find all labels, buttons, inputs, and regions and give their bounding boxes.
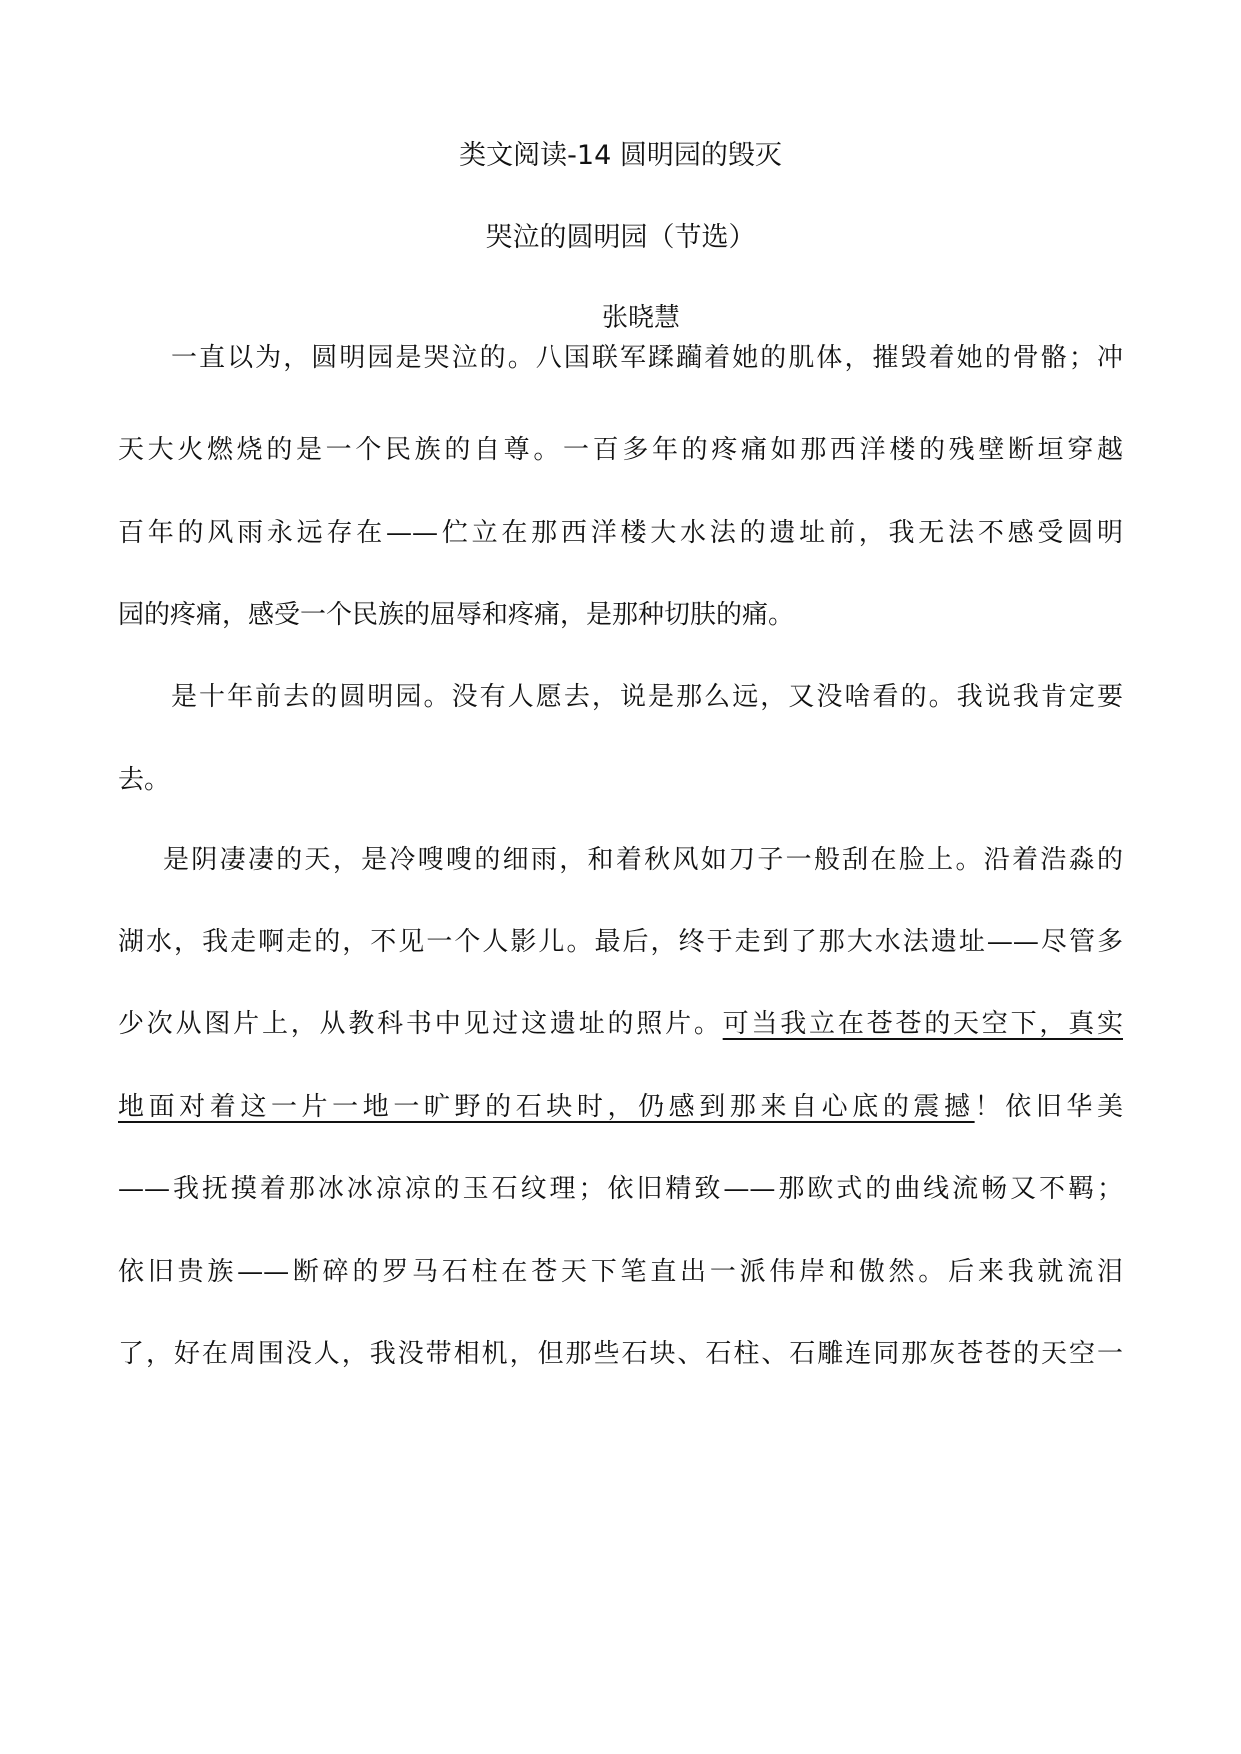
article-title: 哭泣的圆明园（节选） xyxy=(485,222,756,253)
paragraph-3-line-3 xyxy=(118,1004,1123,1044)
article-author: 张晓慧 xyxy=(602,303,681,333)
paragraph-3-line-4 xyxy=(118,1087,1123,1127)
paragraph-1-line-2: 天大火燃烧的是一个民族的自尊。一百多年的疼痛如那西洋楼的残壁断垣穿越 xyxy=(118,435,1123,465)
plain-text-segment: ！依旧华美 xyxy=(974,1092,1123,1122)
paragraph-3-line-7: 了，好在周围没人，我没带相机，但那些石块、石柱、石雕连同那灰苍苍的天空一 xyxy=(118,1339,1123,1369)
underlined-sentence-end: 地面对着这一片一地一旷野的石块时，仍感到那来自心底的震撼 xyxy=(118,1092,975,1122)
paragraph-3-line-5: ——我抚摸着那冰冰凉凉的玉石纹理；依旧精致——那欧式的曲线流畅又不羁； xyxy=(118,1174,1123,1204)
paragraph-3-line-1: 是阴凄凄的天，是冷嗖嗖的细雨，和着秋风如刀子一般刮在脸上。沿着浩淼的 xyxy=(163,845,1123,875)
paragraph-1-line-3: 百年的风雨永远存在——伫立在那西洋楼大水法的遗址前，我无法不感受圆明 xyxy=(118,518,1123,548)
paragraph-2-line-2: 去。 xyxy=(118,765,171,795)
document-title: 类文阅读-14 圆明园的毁灭 xyxy=(459,140,782,171)
paragraph-1-line-1: 一直以为，圆明园是哭泣的。八国联军蹂躏着她的肌体，摧毁着她的骨骼；冲 xyxy=(171,343,1123,373)
paragraph-3-line-2: 湖水，我走啊走的，不见一个人影儿。最后，终于走到了那大水法遗址——尽管多 xyxy=(118,927,1123,957)
paragraph-1-line-4: 园的疼痛，感受一个民族的屈辱和疼痛，是那种切肤的痛。 xyxy=(118,600,795,630)
paragraph-3-line-6: 依旧贵族——断碎的罗马石柱在苍天下笔直出一派伟岸和傲然。后来我就流泪 xyxy=(118,1257,1123,1287)
plain-text-segment: 少次从图片上，从教科书中见过这遗址的照片。 xyxy=(118,1009,723,1039)
paragraph-2-line-1: 是十年前去的圆明园。没有人愿去，说是那么远，又没啥看的。我说我肯定要 xyxy=(171,682,1123,712)
underlined-sentence-start: 可当我立在苍苍的天空下，真实 xyxy=(722,1009,1123,1039)
